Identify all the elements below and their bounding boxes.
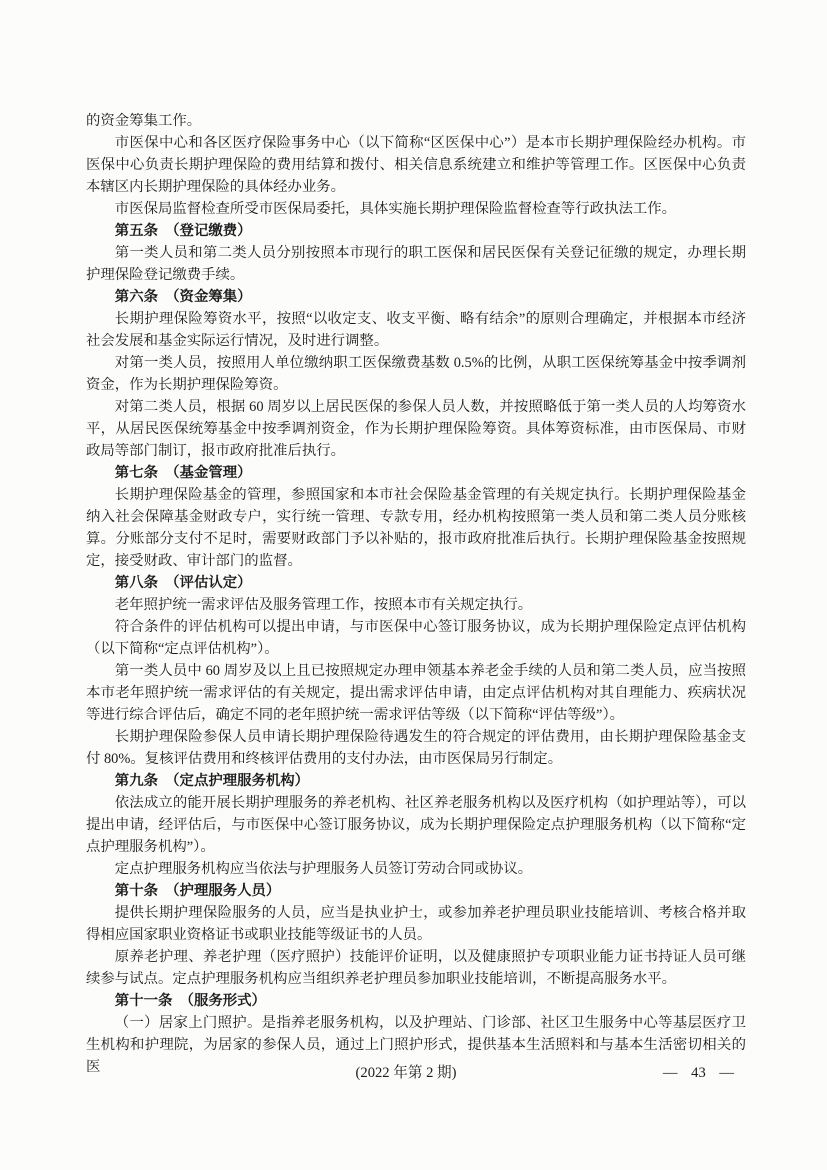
article-10-heading: 第十条 （护理服务人员） — [114, 883, 281, 899]
body-paragraph: （一）居家上门照护。是指养老服务机构，以及护理站、门诊部、社区卫生服务中心等基层医疗卫生机构和护理院，为居家的参保人员，通过上门照护形式，提供基本生活照料和与基本生活密切相关的医 — [86, 1015, 746, 1075]
body-paragraph: 长期护理保险基金的管理，参照国家和本市社会保险基金管理的有关规定执行。长期护理保险基金纳入社会保障基金财政专户，实行统一管理、专款专用，经办机构按照第一类人员和第二类人员分账核算。分账部分支付不足时，需要财政部门予以补贴的，报市政府批准后执行。长期护理保险基金按照规定，接受财政、审计部门的监督。 — [86, 487, 746, 569]
issue-label: (2022 年第 2 期) — [355, 1065, 457, 1081]
article-8-heading: 第八条 （评估认定） — [114, 575, 252, 591]
body-paragraph: 长期护理保险参保人员申请长期护理保险待遇发生的符合规定的评估费用，由长期护理保险基金支付 80%。复核评估费用和终核评估费用的支付办法，由市医保局另行制定。 — [86, 729, 746, 767]
body-paragraph: 对第一类人员，按照用人单位缴纳职工医保缴费基数 0.5%的比例，从职工医保统筹基金中按季调剂资金，作为长期护理保险筹资。 — [86, 355, 746, 393]
body-paragraph: 市医保局监督检查所受市医保局委托，具体实施长期护理保险监督检查等行政执法工作。 — [114, 201, 677, 217]
body-paragraph: 第一类人员和第二类人员分别按照本市现行的职工医保和居民医保有关登记征缴的规定，办理长期护理保险登记缴费手续。 — [86, 245, 746, 283]
page-number: — 43 — — [662, 1065, 734, 1081]
body-paragraph: 提供长期护理保险服务的人员，应当是执业护士，或参加养老护理员职业技能培训、考核合格并取得相应国家职业资格证书或职业技能等级证书的人员。 — [86, 905, 746, 943]
continuation-paragraph: 的资金筹集工作。 — [86, 113, 202, 129]
body-paragraph: 符合条件的评估机构可以提出申请，与市医保中心签订服务协议，成为长期护理保险定点评估机构（以下简称“定点评估机构”）。 — [86, 619, 746, 657]
article-9-heading: 第九条 （定点护理服务机构） — [114, 773, 310, 789]
body-paragraph: 定点护理服务机构应当依法与护理服务人员签订劳动合同或协议。 — [114, 861, 533, 877]
article-5-heading: 第五条 （登记缴费） — [114, 223, 252, 239]
body-paragraph: 依法成立的能开展长期护理服务的养老机构、社区养老服务机构以及医疗机构（如护理站等），可以提出申请，经评估后，与市医保中心签订服务协议，成为长期护理保险定点护理服务机构（以下简称“定点护理服务机构”）。 — [86, 795, 746, 855]
body-paragraph: 市医保中心和各区医疗保险事务中心（以下简称“区医保中心”）是本市长期护理保险经办机构。市医保中心负责长期护理保险的费用结算和拨付、相关信息系统建立和维护等管理工作。区医保中心负责本辖区内长期护理保险的具体经办业务。 — [86, 135, 746, 195]
body-paragraph: 老年照护统一需求评估及服务管理工作，按照本市有关规定执行。 — [114, 597, 533, 613]
article-11-heading: 第十一条 （服务形式） — [114, 993, 266, 1009]
body-paragraph: 第一类人员中 60 周岁及以上且已按照规定办理申领基本养老金手续的人员和第二类人员，应当按照本市老年照护统一需求评估的有关规定，提出需求评估申请，由定点评估机构对其自理能力、疾病状况等进行综合评估后，确定不同的老年照护统一需求评估等级（以下简称“评估等级”）。 — [86, 663, 746, 723]
document-body — [86, 110, 746, 1078]
article-7-heading: 第七条 （基金管理） — [114, 465, 252, 481]
page-footer — [86, 1062, 746, 1084]
body-paragraph: 长期护理保险筹资水平，按照“以收定支、收支平衡、略有结余”的原则合理确定，并根据本市经济社会发展和基金实际运行情况，及时进行调整。 — [86, 311, 746, 349]
body-paragraph: 原养老护理、养老护理（医疗照护）技能评价证明，以及健康照护专项职业能力证书持证人员可继续参与试点。定点护理服务机构应当组织养老护理员参加职业技能培训，不断提高服务水平。 — [86, 949, 746, 987]
body-paragraph: 对第二类人员，根据 60 周岁以上居民医保的参保人员人数，并按照略低于第一类人员的人均筹资水平，从居民医保统筹基金中按季调剂资金，作为长期护理保险筹资。具体筹资标准，由市医保局、市财政局等部门制订，报市政府批准后执行。 — [86, 399, 746, 459]
article-6-heading: 第六条 （资金筹集） — [114, 289, 252, 305]
